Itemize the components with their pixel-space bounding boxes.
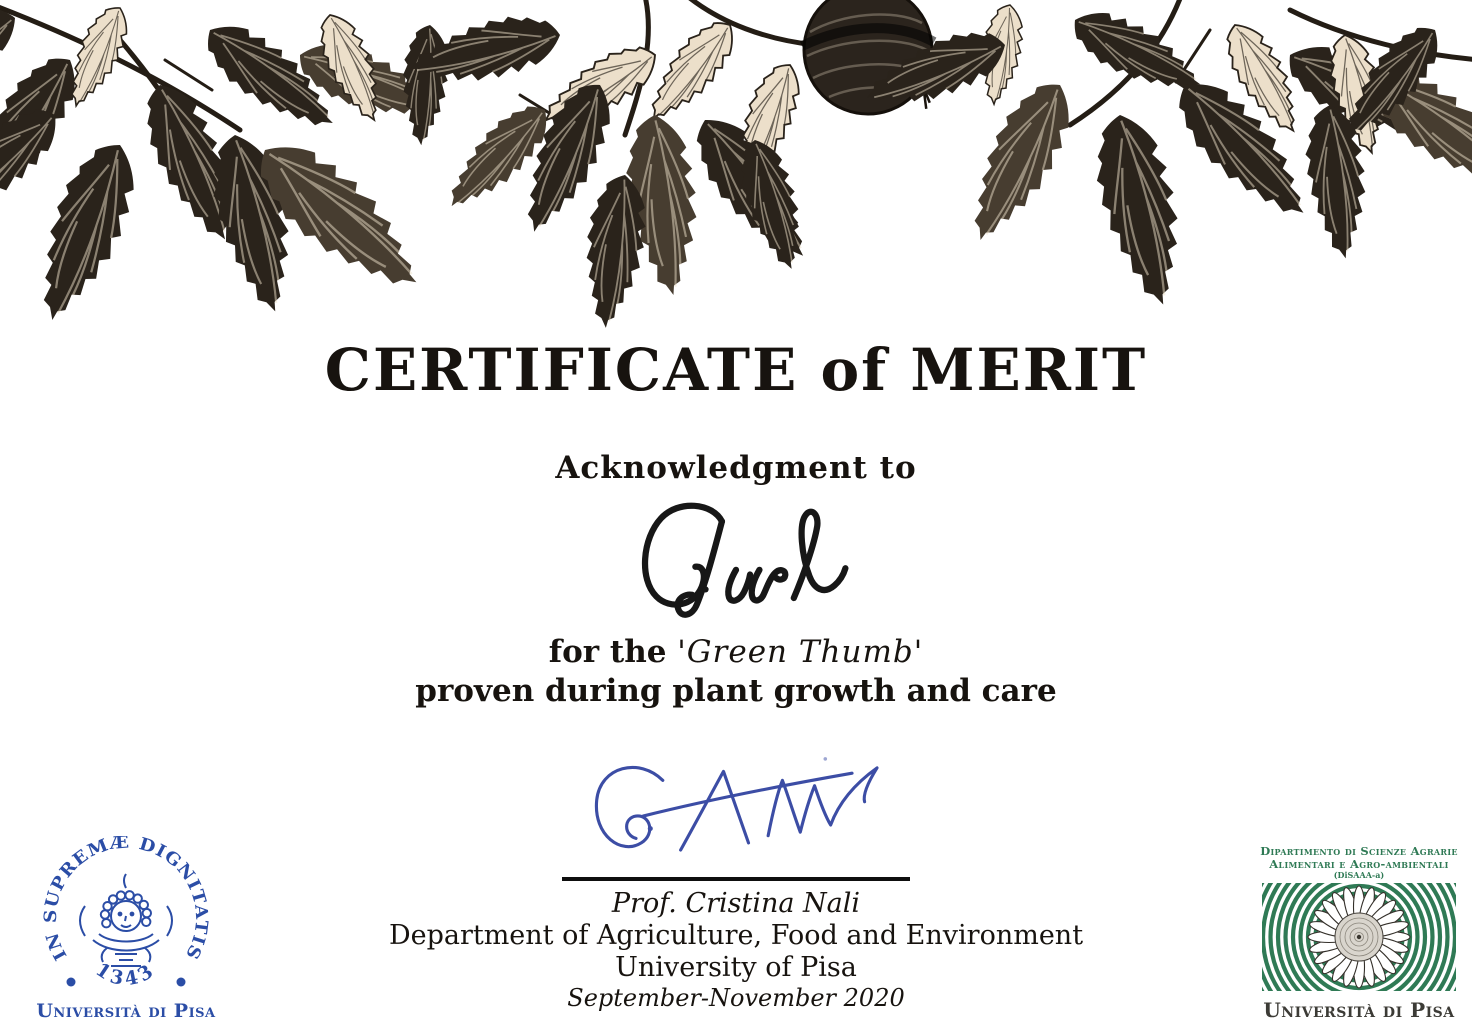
department-logo-line2: Alimentari e Agro-ambientali (1269, 857, 1449, 871)
pisa-seal-emblem (40, 836, 212, 996)
botanical-garland-illustration (0, 0, 1472, 330)
seal-motto: IN SUPREMÆ DIGNITATIS (40, 836, 212, 964)
award-description: proven during plant growth and care (415, 673, 1057, 709)
svg-text:1343 (92, 958, 161, 990)
signer-name: Prof. Cristina Nali (611, 888, 861, 919)
cherub-emblem (80, 874, 172, 966)
award-line (0, 634, 1472, 670)
left-seal-caption: Università di Pisa (36, 1000, 216, 1022)
right-logo-caption: Università di Pisa (1263, 998, 1455, 1022)
center-branch-cluster (403, 0, 938, 330)
svg-text:IN SUPREMÆ DIGNITATIS (41, 836, 212, 964)
department-name: Department of Agriculture, Food and Environment (388, 920, 1084, 951)
left-branch-cluster (0, 0, 452, 330)
award-name: 'Green Thumb' (677, 634, 924, 670)
department-logo-line1: Dipartimento di Scienze Agrarie (1260, 844, 1458, 858)
seal-year: 1343 (91, 958, 161, 991)
disaaa-department-logo (1254, 845, 1464, 1022)
recipient-name (0, 498, 1472, 627)
acknowledgment-label: Acknowledgment to (555, 450, 917, 486)
recipient-script-lettering (611, 498, 861, 623)
department-logo-line3: (DiSAAA-a) (1333, 870, 1385, 880)
certificate-title: CERTIFICATE of MERIT (324, 336, 1148, 404)
certificate-period: September-November 2020 (567, 984, 905, 1012)
signature-line (562, 877, 910, 881)
university-name: University of Pisa (615, 952, 857, 983)
award-prefix: for the (548, 634, 678, 670)
sunflower (1308, 886, 1410, 988)
signature-ink (541, 750, 931, 875)
right-branch-cluster (857, 0, 1472, 313)
university-of-pisa-seal (28, 836, 224, 1022)
sunflower-rings-emblem (1262, 883, 1456, 991)
